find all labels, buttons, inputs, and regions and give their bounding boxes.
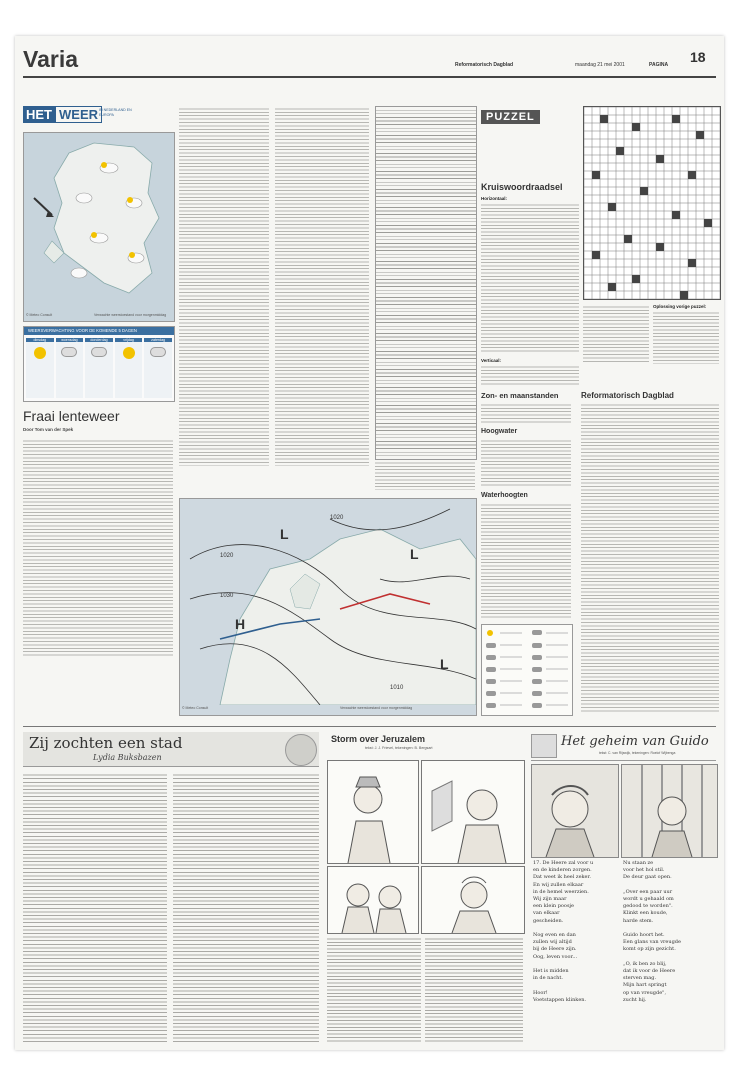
section-title: Varia bbox=[23, 46, 78, 72]
crossword-grid[interactable] bbox=[583, 106, 721, 300]
poem-left-text: 17. De Heere zal voor u en de kinderen zorgen. Dat weet ik heel zeker. En wij zullen elkaar in de hemel weerzien. Wij zijn maar een klein poosje van elkaar gescheiden. Nog even en dan zullen wij altijd bij de Heere zijn. Oog, leven voor... Het is midden in de nacht. Hoor! Voetstappen klinken. bbox=[533, 860, 594, 1003]
forecast-day-label: woensdag bbox=[56, 338, 84, 342]
isobar-label: 1020 bbox=[220, 553, 234, 559]
isobar-label: 1010 bbox=[390, 685, 404, 691]
weather-article-byline: Door Tom van der Spek bbox=[23, 427, 74, 432]
legend-icons bbox=[482, 625, 572, 715]
puzzle-solution-title: Oplossing vorige puzzel: bbox=[653, 304, 707, 309]
logo-subtitle: IN NEDERLAND EN EUROPA bbox=[99, 108, 132, 117]
comic-figure-drawing bbox=[422, 867, 524, 933]
comic-panel bbox=[327, 760, 419, 864]
forecast-day-label: dinsdag bbox=[26, 338, 54, 342]
colophon-title: Reformatorisch Dagblad bbox=[581, 391, 674, 400]
forecast-day bbox=[85, 338, 113, 398]
netherlands-map-graphic bbox=[24, 133, 174, 311]
logo-weer: WEER bbox=[55, 106, 102, 123]
weather-column-2 bbox=[179, 106, 269, 466]
forecast-day bbox=[115, 338, 143, 398]
colophon-body bbox=[581, 402, 719, 714]
europe-map-graphic bbox=[180, 499, 476, 705]
issue-date: maandag 21 mei 2001 bbox=[575, 62, 625, 68]
city-title: Zij zochten een stad bbox=[29, 734, 183, 752]
comic-credit: tekst: J. J. Frievel, tekeningen: B. Bergsart bbox=[365, 746, 433, 750]
sun-icon bbox=[123, 347, 135, 359]
cloud-icon bbox=[61, 347, 77, 357]
puzzle-logo: PUZZEL bbox=[481, 110, 540, 124]
weather-article-title: Fraai lenteweer bbox=[23, 408, 120, 424]
cloud-icon bbox=[91, 347, 107, 357]
header-rule bbox=[23, 76, 716, 78]
isobar-label: 1020 bbox=[330, 515, 344, 521]
hoogwater-title: Hoogwater bbox=[481, 428, 518, 435]
comic-figure-drawing bbox=[422, 761, 524, 863]
low-pressure-label: L bbox=[410, 546, 419, 562]
europe-map-caption: Verwachte weerstoestand voor morgenmiddag bbox=[340, 706, 413, 710]
forecast-day bbox=[26, 338, 54, 398]
page-number: 18 bbox=[690, 49, 706, 65]
comic-panel bbox=[421, 866, 525, 934]
city-article-body-left bbox=[23, 772, 167, 1042]
city-header bbox=[23, 732, 319, 767]
europe-pressure-map bbox=[179, 498, 477, 716]
tides-body-1 bbox=[481, 402, 571, 424]
newspaper-page bbox=[15, 36, 724, 1050]
low-pressure-label: L bbox=[280, 526, 289, 542]
comic-text-left bbox=[327, 936, 421, 1042]
comic-figure-drawing bbox=[328, 761, 418, 863]
forecast-day-label: vrijdag bbox=[115, 338, 143, 342]
sun-icon bbox=[34, 347, 46, 359]
low-pressure-label: L bbox=[440, 656, 449, 672]
cloud-icon bbox=[150, 347, 166, 357]
comic-header bbox=[327, 732, 523, 760]
city-article-body-right bbox=[173, 772, 319, 1042]
forecast-heading: WEERSVERWACHTING VOOR DE KOMENDE 5 DAGEN bbox=[24, 327, 174, 335]
paper-name: Reformatorisch Dagblad bbox=[455, 62, 514, 68]
poem-header bbox=[531, 732, 716, 761]
poem-header-illustration bbox=[531, 734, 557, 758]
puzzle-title: Kruiswoordraadsel bbox=[481, 182, 563, 192]
forecast-day-label: donderdag bbox=[85, 338, 113, 342]
poem-title: Het geheim van Guido bbox=[561, 734, 709, 749]
tides-body-2 bbox=[481, 438, 571, 488]
weather-article-body bbox=[23, 438, 173, 658]
poem-illustration bbox=[531, 764, 619, 858]
tides-title: Zon- en maanstanden bbox=[481, 391, 559, 400]
page-label: PAGINA bbox=[649, 62, 669, 68]
forecast-days bbox=[26, 338, 172, 398]
map-caption: Verwachte weerstoestand voor morgenmiddag bbox=[94, 313, 167, 317]
five-day-forecast bbox=[23, 326, 175, 402]
forecast-day-label: zaterdag bbox=[144, 338, 172, 342]
temperature-table-tail bbox=[375, 460, 475, 490]
europe-map-credit: © Meteo Consult bbox=[182, 706, 209, 710]
tides-body-3 bbox=[481, 502, 571, 620]
forecast-day bbox=[144, 338, 172, 398]
portrait-icon bbox=[285, 734, 317, 766]
weather-logo bbox=[23, 106, 132, 128]
netherlands-weather-map bbox=[23, 132, 175, 322]
comic-text-right bbox=[425, 936, 523, 1042]
waterhoogten-title: Waterhoogten bbox=[481, 492, 528, 499]
map-credit: © Meteo Consult bbox=[26, 313, 53, 317]
comic-figure-drawing bbox=[328, 867, 418, 933]
weather-symbol-legend bbox=[481, 624, 573, 716]
forecast-day bbox=[56, 338, 84, 398]
isobar-label: 1030 bbox=[220, 593, 234, 599]
poem-right-text: Nu staan ze voor het hol stil. De deur gaat open. „Over een paar uur wordt u gehaald om gedood te worden". Klinkt een koude, harde stem. Guido hoort het. Een glans van vreugde komt op zijn gezicht. „O, ik ben zo blij, dat ik voor de Heere sterven mag. Mijn hart springt op van vreugde", zucht hij. bbox=[623, 860, 681, 1003]
temperature-table bbox=[375, 106, 477, 460]
puzzle-horizontal-label: Horizontaal: bbox=[481, 196, 508, 201]
crossword-grid-lines bbox=[584, 107, 720, 299]
poem-illustration bbox=[621, 764, 718, 858]
logo-het: HET bbox=[23, 106, 55, 123]
city-author: Lydia Buksbazen bbox=[93, 753, 162, 762]
puzzle-horizontal-clues bbox=[481, 202, 579, 352]
comic-panel bbox=[327, 866, 419, 934]
poem-credit: tekst: C. van Rijswijk, tekeningen: Roelof Wijbenga bbox=[599, 751, 676, 755]
poem-figure-drawing bbox=[532, 765, 618, 857]
comic-title: Storm over Jeruzalem bbox=[331, 734, 426, 744]
high-pressure-label: H bbox=[235, 616, 246, 632]
puzzle-vertical-clues bbox=[481, 364, 579, 386]
weather-column-3 bbox=[275, 106, 369, 466]
puzzle-extra-clues bbox=[583, 304, 649, 364]
puzzle-solution-body bbox=[653, 310, 719, 364]
bottom-divider bbox=[23, 726, 716, 727]
poem-figure-drawing bbox=[622, 765, 717, 857]
comic-panel bbox=[421, 760, 525, 864]
puzzle-vertical-label: Verticaal: bbox=[481, 358, 502, 363]
